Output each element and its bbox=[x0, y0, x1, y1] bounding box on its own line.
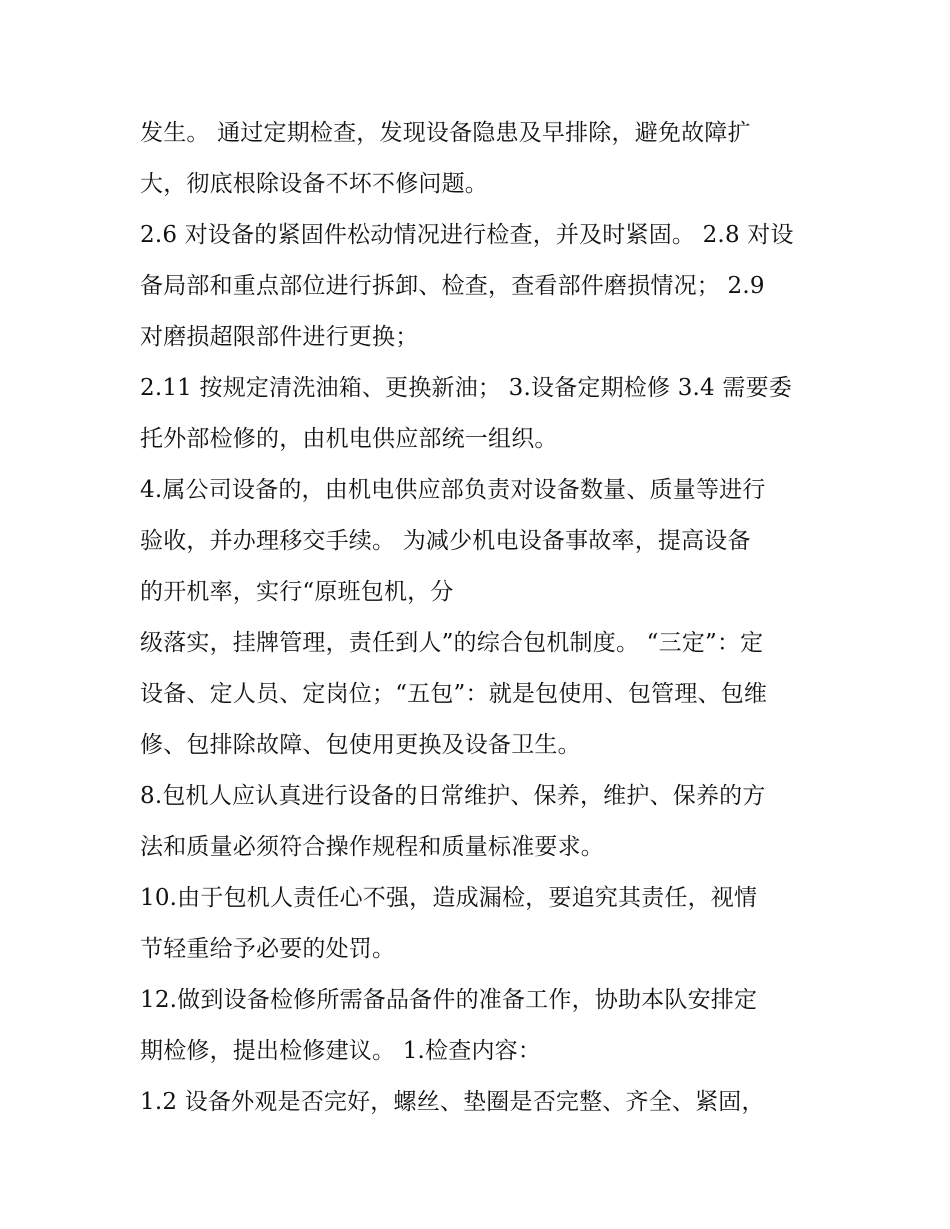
text-line: 托外部检修的，由机电供应部统一组织。 bbox=[140, 426, 558, 452]
text-line: 2.11 按规定清洗油箱、更换新油； 3.设备定期检修 3.4 需要委 bbox=[140, 375, 792, 401]
document-body bbox=[140, 108, 820, 1128]
text-line: 修、包排除故障、包使用更换及设备卫生。 bbox=[140, 732, 581, 758]
text-line: 10.由于包机人责任心不强，造成漏检，要追究其责任，视情 bbox=[140, 885, 758, 911]
text-line: 法和质量必须符合操作规程和质量标准要求。 bbox=[140, 834, 604, 860]
text-line: 12.做到设备检修所需备品备件的准备工作，协助本队安排定 bbox=[140, 987, 758, 1013]
text-line: 1.2 设备外观是否完好，螺丝、垫圈是否完整、齐全、紧固， bbox=[140, 1089, 765, 1115]
text-line: 级落实，挂牌管理，责任到人”的综合包机制度。 “三定”：定 bbox=[140, 630, 764, 656]
text-line: 发生。 通过定期检查，发现设备隐患及早排除，避免故障扩 bbox=[140, 120, 751, 146]
text-line: 节轻重给予必要的处罚。 bbox=[140, 936, 396, 962]
text-line: 期检修，提出检修建议。 1.检查内容： bbox=[140, 1038, 542, 1064]
text-line: 4.属公司设备的，由机电供应部负责对设备数量、质量等进行 bbox=[140, 477, 766, 503]
text-line: 大，彻底根除设备不坏不修问题。 bbox=[140, 171, 488, 197]
text-line: 备局部和重点部位进行拆卸、检查，查看部件磨损情况； 2.9 bbox=[140, 273, 765, 299]
text-line: 2.6 对设备的紧固件松动情况进行检查，并及时紧固。 2.8 对设 bbox=[140, 222, 794, 248]
text-line: 8.包机人应认真进行设备的日常维护、保养，维护、保养的方 bbox=[140, 783, 766, 809]
text-line: 对磨损超限部件进行更换； bbox=[140, 324, 419, 350]
text-line: 设备、定人员、定岗位；“五包”：就是包使用、包管理、包维 bbox=[140, 681, 768, 707]
text-line: 验收，并办理移交手续。 为减少机电设备事故率，提高设备 bbox=[140, 528, 751, 554]
text-line: 的开机率，实行“原班包机，分 bbox=[140, 579, 454, 605]
